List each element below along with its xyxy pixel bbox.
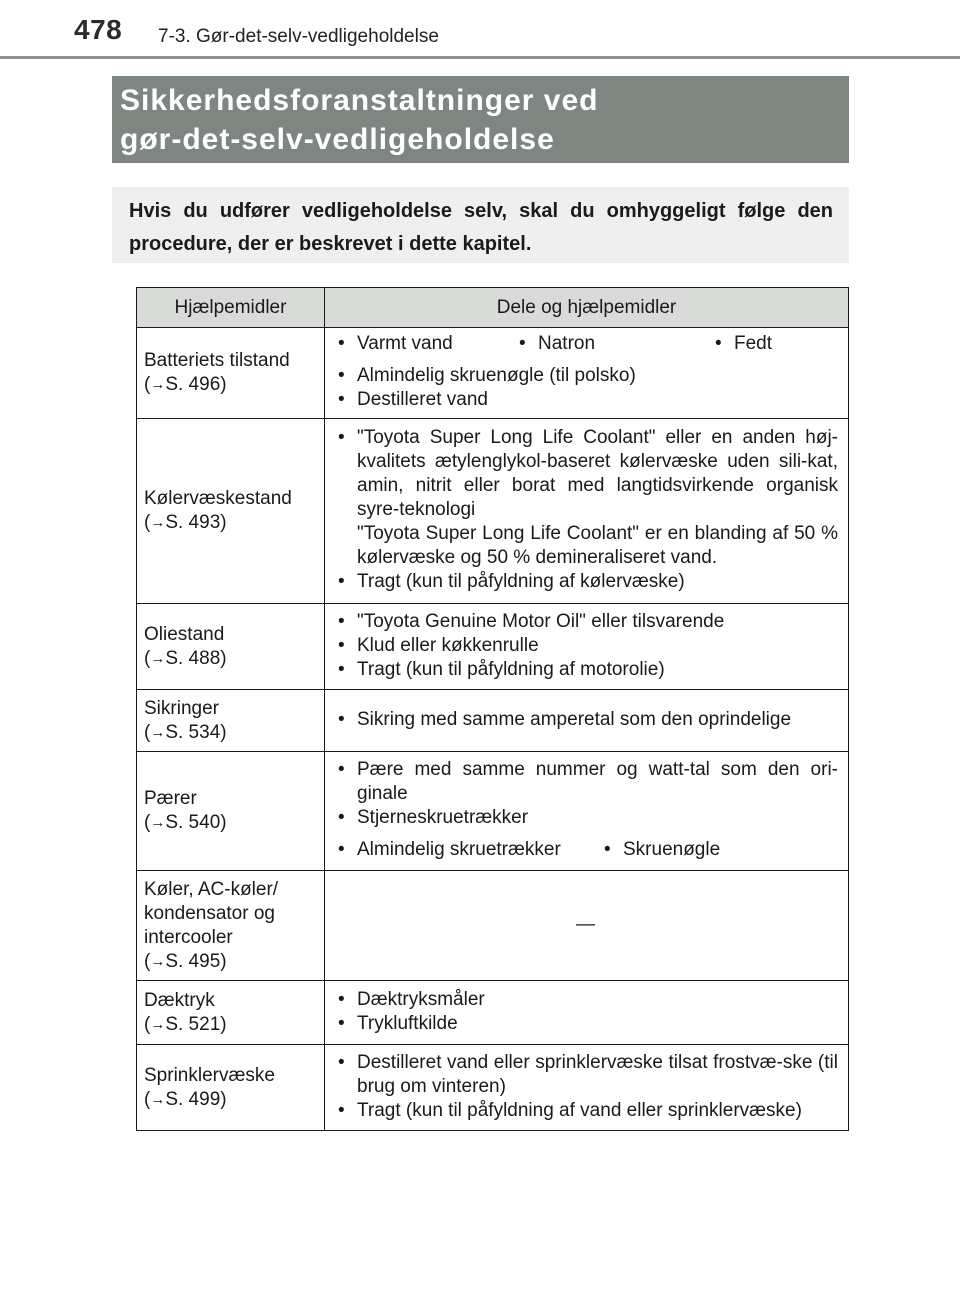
list-item: • "Toyota Super Long Life Coolant" eller en anden høj-kvalitets ætylenglykol-baseret kølervæske uden sili-kat, amin, nitrit eller borat med langtidsvirkende organisk syre-teknologi "Toyota Super Long Life Coolant" er en blanding af 50 % kølervæske og 50 % demineraliseret vand. [333, 426, 838, 570]
list-item: • Pære med samme nummer og watt-tal som den ori-ginale [333, 758, 838, 806]
arrow-right-icon: → [150, 723, 166, 741]
arrow-right-icon: → [150, 514, 166, 531]
list-item: • Destilleret vand [333, 388, 838, 412]
section-title-line-1: Sikkerhedsforanstaltninger ved [120, 84, 599, 117]
section-title-line-2: gør-det-selv-vedligeholdelse [120, 123, 555, 156]
list-item: • Klud eller køkkenrulle [333, 634, 838, 658]
inline-parts-list [333, 838, 838, 862]
arrow-right-icon: → [150, 649, 166, 667]
chapter-title: 7-3. Gør-det-selv-vedligeholdelse [158, 26, 439, 47]
table-row [137, 1045, 849, 1131]
arrow-right-icon: → [150, 1015, 166, 1033]
list-item: • Tragt (kun til påfyldning af kølervæske) [333, 570, 838, 594]
coolant-note: "Toyota Super Long Life Coolant" er en blanding af 50 % kølervæske og 50 % demineraliseret vand. [357, 523, 838, 568]
aid-cell [137, 604, 325, 690]
table-row [137, 604, 849, 690]
aid-label: Sprinklervæske [144, 1064, 275, 1086]
table-row [137, 871, 849, 981]
page-reference: (→S. 488) [144, 647, 227, 669]
list-item: • Stjerneskruetrækker [333, 806, 838, 830]
parts-cell [325, 981, 849, 1045]
arrow-right-icon: → [150, 1090, 166, 1108]
aid-label: Pærer [144, 788, 197, 809]
list-item: • Dæktryksmåler [333, 988, 838, 1012]
parts-list [333, 1051, 838, 1123]
arrow-right-icon: → [150, 814, 166, 831]
aid-label: Sikringer [144, 697, 219, 719]
list-item: • Skruenøgle [599, 838, 720, 862]
aid-label: Kølervæskestand [144, 488, 292, 509]
page-number: 478 [74, 14, 123, 45]
page-reference: (→S. 540) [144, 812, 227, 833]
column-header-parts: Dele og hjælpemidler [325, 288, 849, 328]
inline-parts-list [333, 332, 838, 356]
page-reference: (→S. 534) [144, 721, 227, 743]
list-item: • Varmt vand [333, 332, 514, 356]
column-header-aids: Hjælpemidler [137, 288, 325, 328]
list-item: • Tragt (kun til påfyldning af vand eller sprinklervæske) [333, 1099, 838, 1123]
table-row [137, 419, 849, 604]
header-rule [0, 56, 960, 59]
parts-list [333, 988, 838, 1036]
arrow-right-icon: → [150, 952, 166, 970]
table-row [137, 690, 849, 752]
aid-cell [137, 419, 325, 604]
parts-cell [325, 328, 849, 419]
aid-cell [137, 1045, 325, 1131]
aid-cell [137, 328, 325, 419]
maintenance-items-table [136, 287, 849, 1131]
aid-cell [137, 871, 325, 981]
list-item: • Sikring med samme amperetal som den oprindelige [333, 708, 838, 732]
aid-cell [137, 690, 325, 752]
parts-cell [325, 604, 849, 690]
list-item: • Destilleret vand eller sprinklervæske tilsat frostvæ-ske (til brug om vinteren) [333, 1051, 838, 1099]
parts-list [333, 758, 838, 830]
table-header-row [137, 288, 849, 328]
aid-label: Oliestand [144, 623, 225, 645]
table-row [137, 981, 849, 1045]
list-item: • Trykluftkilde [333, 1012, 838, 1036]
section-title [112, 76, 849, 163]
aid-label: Batteriets tilstand [144, 350, 290, 371]
page-header [0, 0, 960, 60]
parts-list [333, 426, 838, 594]
list-item: • "Toyota Genuine Motor Oil" eller tilsvarende [333, 610, 838, 634]
parts-cell [325, 752, 849, 871]
table-row [137, 752, 849, 871]
parts-cell [325, 419, 849, 604]
list-item: • Fedt [710, 332, 772, 356]
aid-cell [137, 981, 325, 1045]
arrow-right-icon: → [150, 376, 166, 393]
aid-label: Dæktryk [144, 989, 215, 1011]
page-reference: (→S. 499) [144, 1088, 227, 1110]
intro-paragraph: Hvis du udfører vedligeholdelse selv, skal du omhyggeligt følge den procedure, der er beskrevet i dette kapitel. [112, 187, 849, 263]
page-reference: (→S. 521) [144, 1013, 227, 1035]
parts-cell [325, 1045, 849, 1131]
page-reference: (→S. 495) [144, 950, 227, 972]
aid-label: Køler, AC-køler/ kondensator og intercooler [144, 878, 279, 948]
parts-cell [325, 690, 849, 752]
list-item: • Tragt (kun til påfyldning af motorolie) [333, 658, 838, 682]
page-reference: (→S. 496) [144, 374, 227, 395]
table-row [137, 328, 849, 419]
parts-list [333, 364, 838, 412]
list-item: • Natron [514, 332, 710, 356]
page-reference: (→S. 493) [144, 512, 227, 533]
list-item: • Almindelig skruetrækker [333, 838, 599, 862]
parts-cell-empty: — [325, 871, 849, 981]
parts-list [333, 708, 838, 732]
aid-cell [137, 752, 325, 871]
parts-list [333, 610, 838, 682]
list-item: • Almindelig skruenøgle (til polsko) [333, 364, 838, 388]
